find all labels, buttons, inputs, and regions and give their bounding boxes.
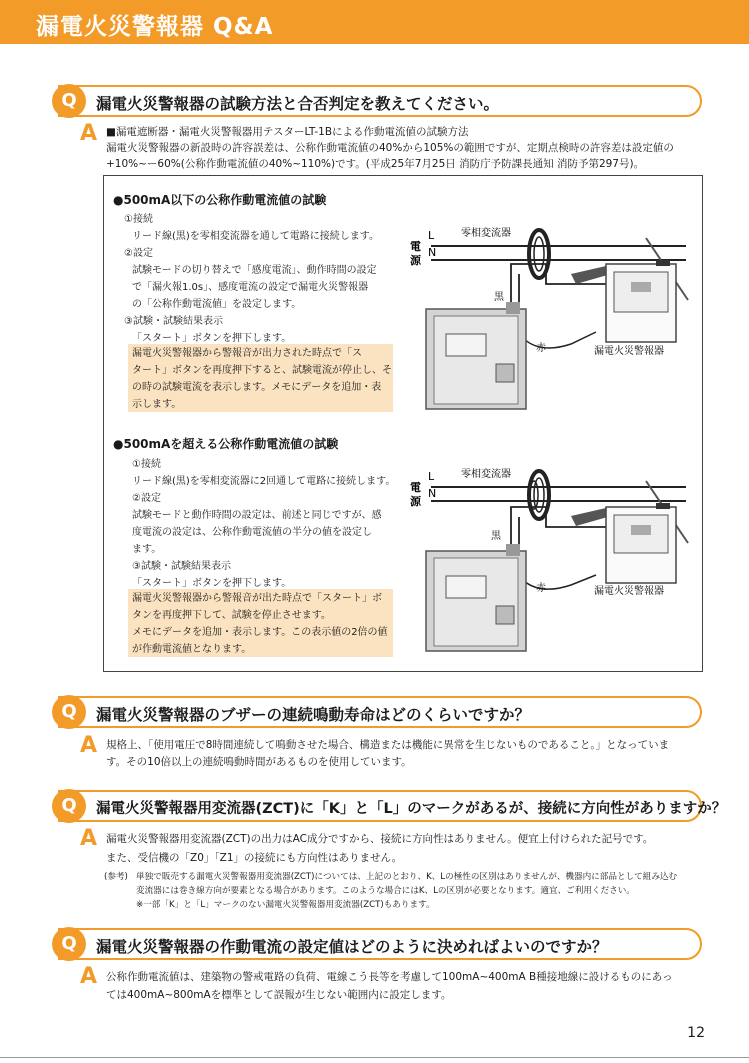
answer-4-line-2: ては400mA~800mAを標準として誤報が生じない範囲内に設定します。 — [106, 989, 452, 1001]
section-2-title: ●500mAを超える公称作動電流値の試験 — [113, 437, 339, 451]
a-mark-3: A — [80, 826, 98, 851]
note-line-2: 変流器には巻き線方向が要素となる場合があります。このような場合にはK、Lの区別が必要となります。適宜、ご利用ください。 — [136, 886, 635, 896]
bottom-rule — [0, 1057, 749, 1058]
tester-device — [426, 544, 526, 651]
answer-2-line-2: す。その10倍以上の連続鳴動時間があるものを使用しています。 — [106, 756, 412, 768]
section-2-step: ②設定 — [132, 493, 161, 504]
q-badge-2: Q — [52, 695, 86, 729]
power-label-top: 電 — [410, 240, 421, 253]
power-label-bottom: 源 — [410, 254, 421, 267]
power-label-bottom: 源 — [410, 495, 421, 508]
power-label-top: 電 — [410, 481, 421, 494]
note-label: (参考) — [104, 872, 128, 882]
section-1-highlight-line: の時の試験電流を表示します。メモにデータを追加・表 — [132, 382, 382, 393]
a-mark-4: A — [80, 964, 98, 989]
a-mark-1: A — [80, 121, 98, 146]
alarm-unit — [606, 260, 676, 342]
red-lead-label: 赤 — [536, 343, 546, 354]
section-1-step: 試験モードの切り替えで「感度電流」、動作時間の設定 — [132, 265, 377, 276]
answer-3-line-1: 漏電火災警報器用変流器(ZCT)の出力はAC成分ですから、接続に方向性はありません。便宜上付けられた記号です。 — [106, 833, 654, 845]
answer-4-line-1: 公称作動電流値は、建築物の警戒電路の負荷、電線こう長等を考慮して100mA~400mA B種接地線に設けるものにあっ — [106, 971, 673, 983]
section-2-highlight-line: が作動電流値となります。 — [132, 644, 252, 655]
question-2-text: 漏電火災警報器のブザーの連続鳴動寿命はどのくらいですか？ — [96, 706, 531, 724]
section-2-step: ③試験・試験結果表示 — [132, 561, 231, 572]
section-2-step: 「スタート」ボタンを押下します。 — [132, 578, 292, 589]
black-lead-label: 黒 — [491, 531, 501, 542]
section-1-step: リード線(黒)を零相変流器を通して電路に接続します。 — [132, 231, 380, 242]
question-4 — [58, 928, 702, 960]
header-bar — [0, 0, 749, 44]
question-1-text: 漏電火災警報器の試験方法と合否判定を教えてください。 — [96, 95, 500, 113]
black-lead-label: 黒 — [494, 292, 504, 303]
answer-1-line-3: +10%~ー60%(公称作動電流値の40%~110%)です。(平成25年7月25日 消防庁予防課長通知 消防予第297号)。 — [106, 158, 645, 170]
section-1-highlight-line: 示します。 — [132, 399, 182, 410]
test-method-box — [103, 175, 703, 672]
section-2-highlight-line: メモにデータを追加・表示します。この表示値の2倍の値 — [132, 627, 388, 638]
line-n-label: N — [428, 246, 437, 259]
section-1-highlight-line: タート」ボタンを再度押下すると、試験電流が停止し、そ — [132, 365, 392, 376]
alarm-label: 漏電火災警報器 — [594, 586, 664, 597]
question-1 — [58, 85, 702, 117]
question-3-text: 漏電火災警報器用変流器(ZCT)に「K」と「L」のマークがあるが、接続に方向性がありますか？ — [96, 801, 727, 817]
section-1-step: ③試験・試験結果表示 — [124, 316, 223, 327]
section-2-highlight-line: タンを再度押下して、試験を停止させます。 — [132, 610, 331, 621]
answer-3-line-2: また、受信機の「Z0」「Z1」の接続にも方向性はありません。 — [106, 852, 403, 864]
answer-2-line-1: 規格上、「使用電圧で8時間連続して鳴動させた場合、構造または機能に異常を生じないものであること。」となっていま — [106, 739, 670, 751]
line-l-label: L — [428, 470, 435, 483]
question-3 — [58, 790, 727, 822]
section-1-step: の「公称作動電流値」を設定します。 — [132, 299, 302, 310]
page-title: 漏電火災警報器 Q&A — [36, 14, 274, 40]
alarm-label: 漏電火災警報器 — [594, 346, 664, 357]
section-2-step: 試験モードと動作時間の設定は、前述と同じですが、感 — [132, 510, 382, 521]
question-2 — [58, 696, 702, 728]
section-1-step: ②設定 — [124, 248, 153, 259]
section-2-step: 度電流の設定は、公称作動電流値の半分の値を設定し — [132, 527, 372, 538]
section-2-step: リード線(黒)を零相変流器に2回通して電路に接続します。 — [132, 476, 396, 487]
answer-1-line-1: ■漏電遮断器・漏電火災警報器用テスターLT-1Bによる作動電流値の試験方法 — [106, 126, 469, 138]
alarm-unit — [606, 503, 676, 583]
wiring-diagram-2 — [406, 461, 696, 661]
page-number: 12 — [687, 1025, 705, 1041]
red-lead-label: 赤 — [536, 583, 546, 594]
wiring-diagram-1 — [406, 214, 696, 419]
q-badge-3: Q — [52, 789, 86, 823]
section-1-step: 「スタート」ボタンを押下します。 — [132, 333, 292, 344]
note-line-1: 単独で販売する漏電火災警報器用変流器(ZCT)については、上記のとおり、K、Lの極性の区別はありませんが、機器内に部品として組み込む — [136, 872, 678, 882]
section-2-highlight-line: 漏電火災警報器から警報音が出た時点で「スタート」ボ — [132, 593, 382, 604]
section-1-step: で「漏火報1.0s」、感度電流の設定で漏電火災警報器 — [132, 282, 369, 293]
section-2-step: ます。 — [132, 544, 162, 555]
a-mark-2: A — [80, 733, 98, 758]
question-4-text: 漏電火災警報器の作動電流の設定値はどのように決めればよいのですか？ — [96, 938, 608, 956]
section-1-title: ●500mA以下の公称作動電流値の試験 — [113, 193, 327, 207]
note-line-3: ※一部「K」と「L」マークのない漏電火災警報器用変流器(ZCT)もあります。 — [136, 900, 435, 910]
q-badge-4: Q — [52, 927, 86, 961]
line-l-label: L — [428, 229, 435, 242]
zct-label: 零相変流器 — [461, 228, 511, 239]
section-2-step: ①接続 — [132, 459, 161, 470]
q-badge-1: Q — [52, 84, 86, 118]
answer-1-line-2: 漏電火災警報器の新設時の許容誤差は、公称作動電流値の40%から105%の範囲ですが、定期点検時の許容差は設定値の — [106, 142, 674, 154]
zct-label: 零相変流器 — [461, 469, 511, 480]
section-1-step: ①接続 — [124, 214, 153, 225]
line-n-label: N — [428, 487, 437, 500]
tester-device — [426, 302, 526, 409]
section-1-highlight-line: 漏電火災警報器から警報音が出力された時点で「ス — [132, 348, 362, 359]
